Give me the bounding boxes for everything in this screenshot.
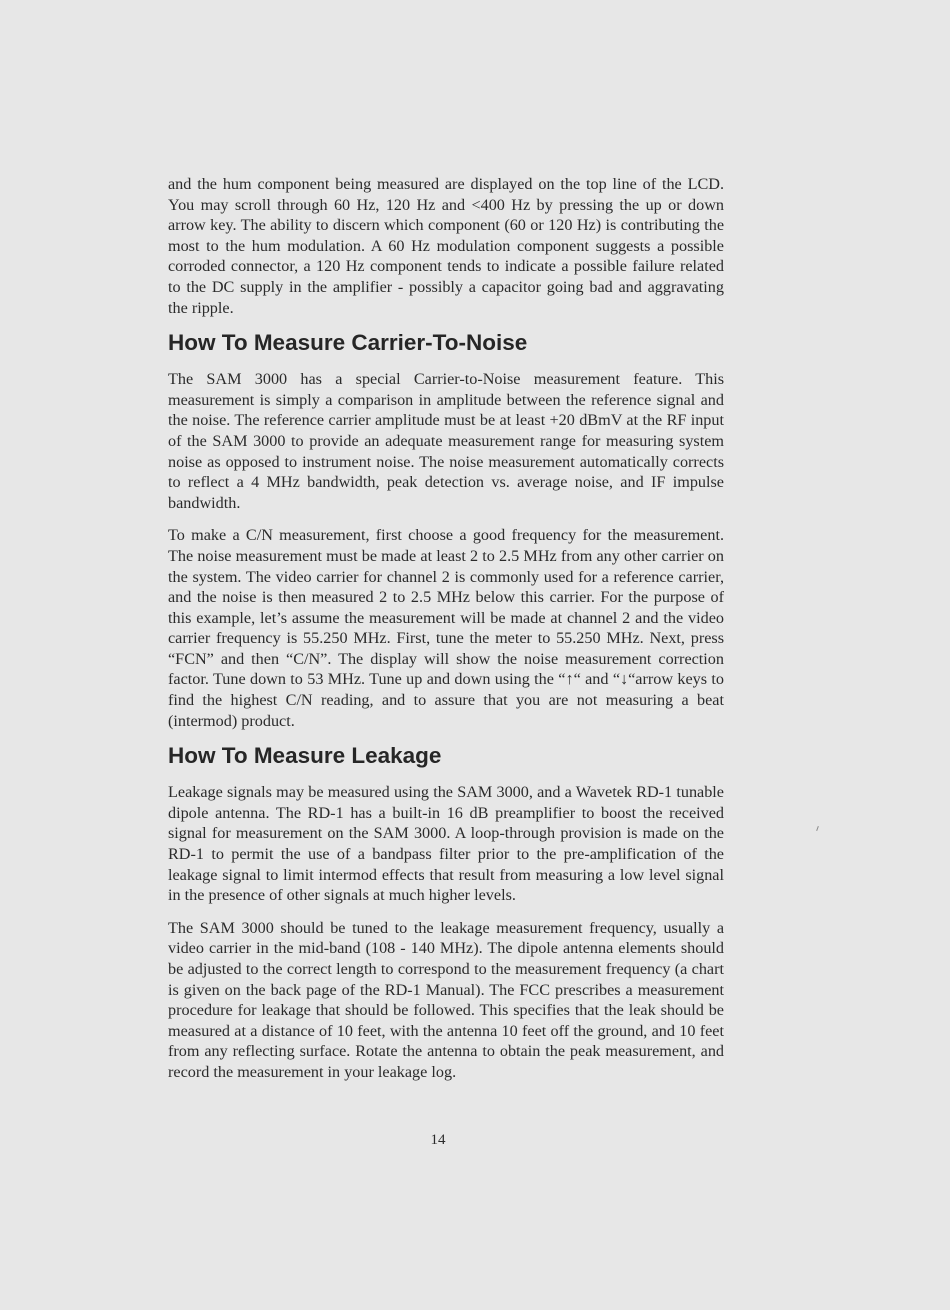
page-body: [168, 174, 724, 1095]
leakage-paragraph-2: The SAM 3000 should be tuned to the leakage measurement frequency, usually a video carrier in the mid-band (108 - 140 MHz). The dipole antenna elements should be adjusted to the correct length to correspond to the measurement frequency (a chart is given on the back page of the RD-1 Manual). The FCC prescribes a measurement procedure for leakage that should be followed. This specifies that the leak should be measured at a distance of 10 feet, with the antenna 10 feet off the ground, and 10 feet from any reflecting surface. Rotate the antenna to obtain the peak measurement, and record the measurement in your leakage log.: [168, 918, 724, 1081]
cn-paragraph-2: To make a C/N measurement, first choose a good frequency for the measurement. The noise measurement must be made at least 2 to 2.5 MHz from any other carrier on the system. The video carrier for channel 2 is commonly used for a reference carrier, and the noise is then measured 2 to 2.5 MHz below this carrier. For the purpose of this example, let’s assume the measurement will be made at channel 2 and the video carrier frequency is 55.250 MHz. First, tune the meter to 55.250 MHz. Next, press “FCN” and then “C/N”. The display will show the noise measurement correction factor. Tune down to 53 MHz. Tune up and down using the “↑“ and “↓“arrow keys to find the highest C/N reading, and to assure that you are not measuring a beat (intermod) product.: [168, 526, 724, 730]
intro-paragraph: and the hum component being measured are displayed on the top line of the LCD. You may scroll through 60 Hz, 120 Hz and <400 Hz by pressing the up or down arrow key. The ability to discern which component (60 or 120 Hz) is contributing the most to the hum modulation. A 60 Hz modulation component suggests a possible corroded connector, a 120 Hz component tends to indicate a possible failure related to the DC supply in the amplifier - possibly a capacitor going bad and aggravating the ripple.: [168, 175, 724, 317]
heading-carrier-to-noise: How To Measure Carrier-To-Noise: [168, 330, 528, 356]
leakage-paragraph-1: Leakage signals may be measured using the SAM 3000, and a Wavetek RD-1 tunable dipole antenna. The RD-1 has a built-in 16 dB preamplifier to boost the received signal for measurement on the SAM 3000. A loop-through provision is made on the RD-1 to permit the use of a bandpass filter prior to the pre-amplification of the leakage signal to limit intermod effects that result from measuring a low level signal in the presence of other signals at much higher levels.: [168, 783, 724, 905]
heading-leakage: How To Measure Leakage: [168, 743, 442, 769]
page-number: 14: [430, 1132, 446, 1148]
scan-speck: [816, 826, 819, 831]
cn-paragraph-1: The SAM 3000 has a special Carrier-to-Noise measurement feature. This measurement is simply a comparison in amplitude between the reference signal and the noise. The reference carrier amplitude must be at least +20 dBmV at the RF input of the SAM 3000 to provide an adequate measurement range for measuring system noise as opposed to instrument noise. The noise measurement automatically corrects to reflect a 4 MHz bandwidth, peak detection vs. average noise, and IF impulse bandwidth.: [168, 370, 724, 512]
